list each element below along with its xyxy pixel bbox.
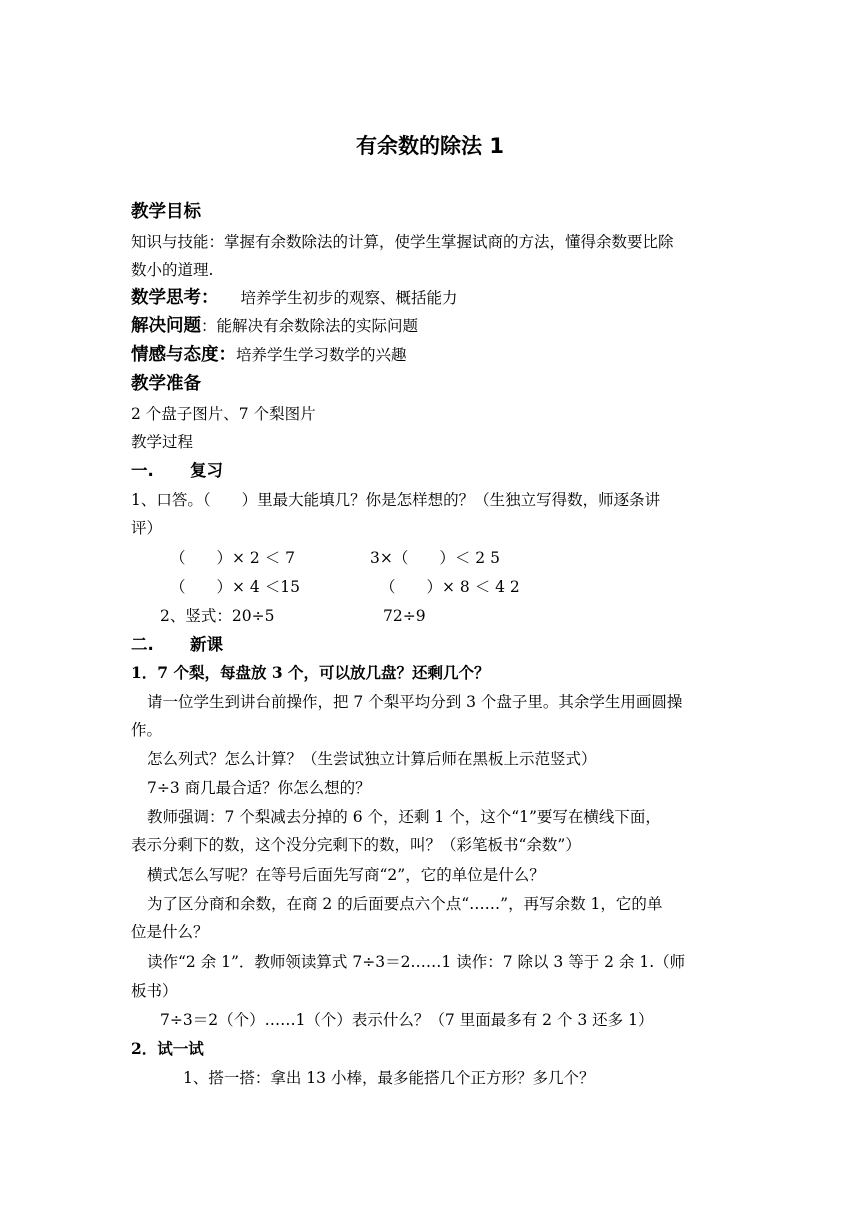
attitude-line bbox=[131, 344, 407, 366]
attitude-text: 培养学生学习数学的兴趣 bbox=[236, 346, 407, 364]
prep-items: 2 个盘子图片、7 个梨图片 bbox=[131, 405, 316, 423]
paragraph-4-line-2: 表示分剩下的数，这个没分完剩下的数，叫？（彩笔板书“余数”） bbox=[131, 836, 581, 854]
vertical-calc-label: 2、竖式：20÷5 bbox=[160, 607, 275, 625]
paragraph-7-line-2: 板书） bbox=[131, 982, 178, 1000]
section-1-title: 复习 bbox=[190, 461, 223, 480]
oral-answer-line-1: 1、口答。（ ）里最大能填几？你是怎样想的？（生独立写得数，师逐条讲 bbox=[131, 491, 661, 509]
knowledge-skill-line-2: 数小的道理. bbox=[131, 261, 214, 279]
vertical-calc-second: 72÷9 bbox=[383, 607, 426, 625]
problem-solving-line bbox=[131, 315, 418, 337]
section-2-title: 新课 bbox=[190, 635, 223, 654]
paragraph-1-line-2: 作。 bbox=[131, 721, 163, 739]
paragraph-3: 7÷3 商几最合适？你怎么想的？ bbox=[147, 779, 371, 797]
prep-heading: 教学准备 bbox=[131, 374, 201, 394]
process-heading: 教学过程 bbox=[131, 433, 194, 451]
knowledge-skill-line-1: 知识与技能：掌握有余数除法的计算，使学生掌握试商的方法，懂得余数要比除 bbox=[131, 233, 674, 251]
section-1-number: 一. bbox=[131, 461, 154, 480]
page-title: 有余数的除法 1 bbox=[356, 134, 504, 158]
attitude-label: 情感与态度： bbox=[131, 345, 236, 365]
equation-2: 3×（ ）＜ 2 5 bbox=[370, 549, 500, 567]
paragraph-1-line-1: 请一位学生到讲台前操作，把 7 个梨平均分到 3 个盘子里。其余学生用画圆操 bbox=[147, 693, 683, 711]
equation-3: （ ）× 4 ＜15 bbox=[170, 578, 300, 596]
paragraph-8: 7÷3＝2（个）……1（个）表示什么？（7 里面最多有 2 个 3 还多 1） bbox=[160, 1011, 654, 1029]
math-thinking-text: 培养学生初步的观察、概括能力 bbox=[240, 289, 458, 307]
paragraph-2: 怎么列式？怎么计算？（生尝试独立计算后师在黑板上示范竖式） bbox=[147, 750, 597, 768]
question-2: 2．试一试 bbox=[131, 1039, 204, 1058]
math-thinking-label: 数学思考： bbox=[131, 288, 219, 308]
paragraph-5: 横式怎么写呢？在等号后面先写商“2”，它的单位是什么？ bbox=[147, 866, 545, 884]
paragraph-7-line-1: 读作“2 余 1”．教师领读算式 7÷3＝2……1 读作：7 除以 3 等于 2 余 1.（师 bbox=[147, 953, 686, 971]
paragraph-9: 1、搭一搭：拿出 13 小棒，最多能搭几个正方形？多几个？ bbox=[183, 1069, 595, 1087]
math-thinking-line bbox=[131, 287, 458, 309]
paragraph-6-line-1: 为了区分商和余数，在商 2 的后面要点六个点“……”，再写余数 1，它的单 bbox=[147, 895, 663, 913]
question-1: 1．7 个梨，每盘放 3 个，可以放几盘？还剩几个？ bbox=[131, 663, 490, 682]
equation-1: （ ）× 2 ＜ 7 bbox=[170, 549, 295, 567]
paragraph-6-line-2: 位是什么？ bbox=[131, 923, 209, 941]
section-2-number: 二. bbox=[131, 635, 154, 654]
paragraph-4-line-1: 教师强调：7 个梨减去分掉的 6 个，还剩 1 个，这个“1”要写在横线下面， bbox=[147, 808, 661, 826]
oral-answer-line-2: 评） bbox=[131, 519, 163, 537]
problem-solving-text: ：能解决有余数除法的实际问题 bbox=[201, 317, 419, 335]
goals-heading: 教学目标 bbox=[131, 202, 201, 222]
problem-solving-label: 解决问题 bbox=[131, 316, 201, 336]
equation-4: （ ）× 8 ＜ 4 2 bbox=[380, 578, 520, 596]
